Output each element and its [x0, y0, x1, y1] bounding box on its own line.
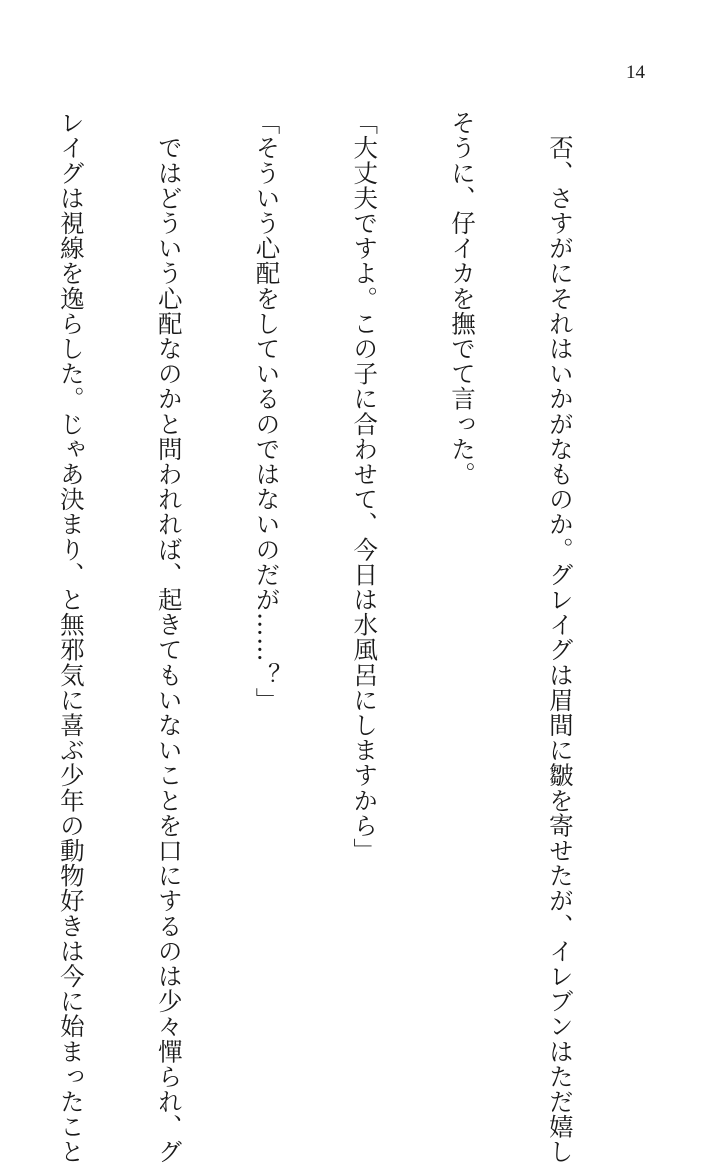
text-line: そうに、仔イカを撫でて言った。 — [448, 110, 478, 487]
body-text — [0, 110, 641, 1164]
dialogue-line: 「大丈夫ですよ。この子に合わせて、今日は水風呂にしますから」 — [350, 110, 380, 863]
text-line: ではどういう心配なのかと問われれば、起きてもいないことを口にするのは少々憚られ、グ — [154, 110, 184, 1164]
dialogue-line: 「そういう心配をしているのではないのだが……？」 — [252, 110, 282, 713]
page-number: 14 — [626, 62, 645, 83]
text-line: レイグは視線を逸らした。じゃあ決まり、と無邪気に喜ぶ少年の動物好きは今に始まったこと — [56, 110, 86, 1164]
text-line: 否、さすがにそれはいかがなものか。グレイグは眉間に皺を寄せたが、イレブンはただ嬉し — [545, 110, 575, 1164]
